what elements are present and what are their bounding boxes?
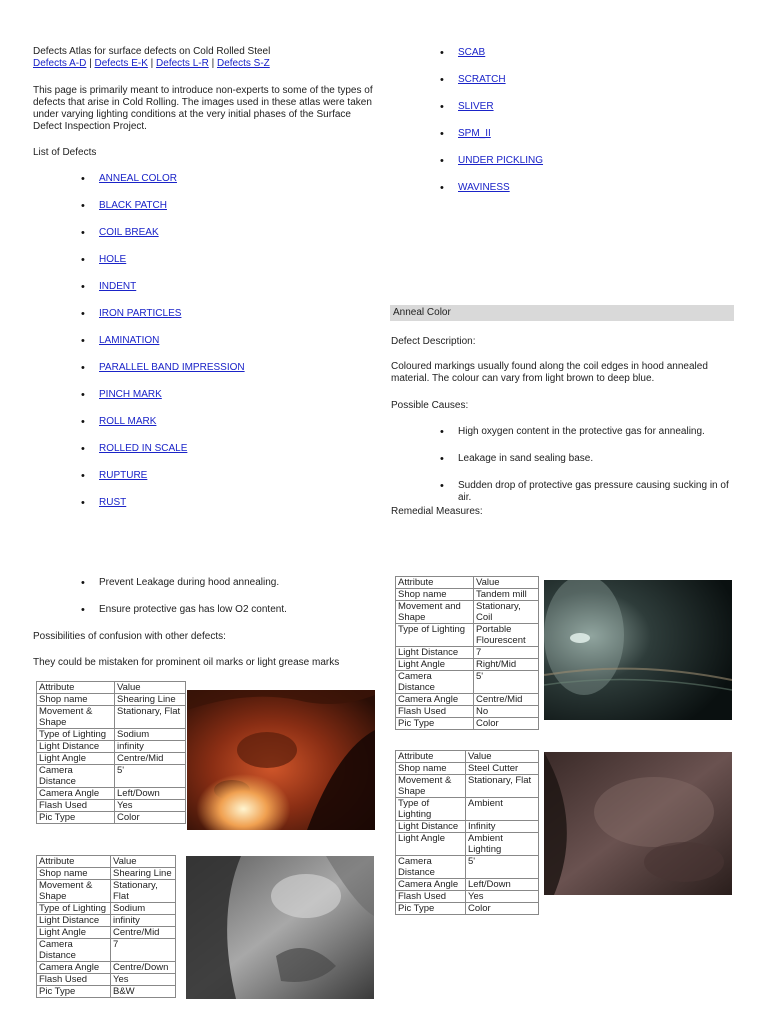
list-item <box>81 497 245 524</box>
table-cell: Camera Angle <box>396 879 466 891</box>
table-row <box>396 775 539 798</box>
table-cell: Centre/Mid <box>474 694 539 706</box>
table-row <box>37 962 176 974</box>
table-cell: Pic Type <box>396 718 474 730</box>
table-cell: Shop name <box>37 694 115 706</box>
defect-description-heading: Defect Description: <box>391 336 476 347</box>
defect-list-left <box>81 173 245 524</box>
table-cell: 5' <box>474 671 539 694</box>
table-cell: Ambient <box>466 798 539 821</box>
table-cell: Light Distance <box>396 821 466 833</box>
defect-link-under-pickling[interactable]: UNDER PICKLING <box>458 155 544 166</box>
table-cell: Value <box>474 577 539 589</box>
table-cell: Light Distance <box>37 915 111 927</box>
table-cell: Value <box>111 856 176 868</box>
possible-causes-list <box>440 426 740 507</box>
table-row <box>396 694 539 706</box>
table-cell: Tandem mill <box>474 589 539 601</box>
list-item <box>81 281 245 308</box>
table-cell: Flash Used <box>396 706 474 718</box>
table-cell: Camera Angle <box>37 962 111 974</box>
table-row <box>37 706 186 729</box>
list-item <box>81 200 245 227</box>
table-cell: Centre/Down <box>111 962 176 974</box>
list-item <box>81 470 245 497</box>
defect-link-rolled-in-scale[interactable]: ROLLED IN SCALE <box>99 443 188 454</box>
table-cell: Type of Lighting <box>396 798 466 821</box>
page-title: Defects Atlas for surface defects on Cold Rolled Steel <box>33 46 271 57</box>
table-cell: Portable Flourescent <box>474 624 539 647</box>
table-row <box>37 812 186 824</box>
table-row <box>37 694 186 706</box>
table-cell: 5' <box>115 765 186 788</box>
table-row <box>396 601 539 624</box>
table-cell: Light Angle <box>396 833 466 856</box>
table-cell: Steel Cutter <box>466 763 539 775</box>
table-cell: Centre/Mid <box>111 927 176 939</box>
table-cell: infinity <box>111 915 176 927</box>
nav-link-e-k[interactable]: Defects E-K <box>94 58 148 69</box>
table-cell: Right/Mid <box>474 659 539 671</box>
table-cell: Left/Down <box>115 788 186 800</box>
table-cell: Centre/Mid <box>115 753 186 765</box>
defect-link-rust[interactable]: RUST <box>99 497 127 508</box>
table-cell: Color <box>474 718 539 730</box>
table-cell: Light Distance <box>37 741 115 753</box>
table-cell: Infinity <box>466 821 539 833</box>
table-row <box>396 647 539 659</box>
nav-separator: | <box>208 58 217 69</box>
list-item <box>440 155 543 182</box>
table-cell: Pic Type <box>37 812 115 824</box>
table-cell: Camera Distance <box>37 765 115 788</box>
table-row <box>396 821 539 833</box>
list-item <box>81 362 245 389</box>
list-item <box>440 101 543 128</box>
table-row <box>396 798 539 821</box>
table-cell: Type of Lighting <box>37 903 111 915</box>
table-row <box>37 974 176 986</box>
table-cell: No <box>474 706 539 718</box>
table-row <box>396 577 539 589</box>
list-item: • High oxygen content in the protective gas for annealing. <box>440 426 740 453</box>
table-row <box>37 729 186 741</box>
list-item <box>81 335 245 362</box>
table-row <box>37 682 186 694</box>
defect-link-anneal-color[interactable]: ANNEAL COLOR <box>99 173 177 184</box>
table-cell: Flash Used <box>37 800 115 812</box>
list-item <box>81 227 245 254</box>
table-row <box>396 589 539 601</box>
table-row <box>396 763 539 775</box>
table-cell: 7 <box>474 647 539 659</box>
defect-link-roll-mark[interactable]: ROLL MARK <box>99 416 157 427</box>
table-row <box>396 624 539 647</box>
list-item <box>81 308 245 335</box>
list-item <box>81 389 245 416</box>
defect-list-heading: List of Defects <box>33 147 97 158</box>
table-cell: Attribute <box>37 682 115 694</box>
table-cell: Light Angle <box>37 927 111 939</box>
defect-link-iron-particles[interactable]: IRON PARTICLES <box>99 308 182 319</box>
table-row <box>37 788 186 800</box>
list-item <box>81 173 245 200</box>
list-item: • Ensure protective gas has low O2 content. <box>81 604 381 631</box>
table-row <box>37 765 186 788</box>
list-item <box>81 443 245 470</box>
table-cell: Flash Used <box>37 974 111 986</box>
table-row <box>396 659 539 671</box>
table-cell: 7 <box>111 939 176 962</box>
table-cell: Type of Lighting <box>396 624 474 647</box>
table-cell: Light Distance <box>396 647 474 659</box>
intro-paragraph: This page is primarily meant to introduce non-experts to some of the types of defects that arise in Cold Rolling. The images used in these atlas were taken under varying lighting conditions at the very initial phases of the Surface Defect Inspection Project. <box>33 85 373 132</box>
table-cell: Shearing Line <box>115 694 186 706</box>
table-row <box>37 856 176 868</box>
table-cell: Light Angle <box>37 753 115 765</box>
list-item: • Sudden drop of protective gas pressure causing sucking in of air. <box>440 480 740 507</box>
defect-photo-2 <box>186 856 374 999</box>
table-cell: Sodium <box>115 729 186 741</box>
page-header <box>33 46 393 70</box>
table-row <box>37 927 176 939</box>
table-cell: Value <box>466 751 539 763</box>
table-row <box>396 671 539 694</box>
defect-list-right <box>440 47 543 209</box>
table-cell: Stationary, Flat <box>115 706 186 729</box>
defect-link-scab[interactable]: SCAB <box>458 47 486 58</box>
table-row <box>396 718 539 730</box>
table-cell: Camera Angle <box>396 694 474 706</box>
defect-link-lamination[interactable]: LAMINATION <box>99 335 160 346</box>
list-item <box>440 74 543 101</box>
table-cell: Yes <box>111 974 176 986</box>
table-cell: Shop name <box>396 763 466 775</box>
table-row <box>37 753 186 765</box>
table-row <box>37 741 186 753</box>
table-row <box>37 903 176 915</box>
attribute-table-2 <box>36 855 176 998</box>
section-title-anneal-color: Anneal Color <box>390 305 734 321</box>
table-cell: Yes <box>466 891 539 903</box>
confusion-text: They could be mistaken for prominent oil marks or light grease marks <box>33 657 340 668</box>
defect-link-hole[interactable]: HOLE <box>99 254 127 265</box>
table-cell: Stationary, Coil <box>474 601 539 624</box>
defect-link-pinch-mark[interactable]: PINCH MARK <box>99 389 162 400</box>
table-cell: Ambient Lighting <box>466 833 539 856</box>
table-row <box>396 891 539 903</box>
list-item <box>440 128 543 155</box>
table-row <box>37 939 176 962</box>
table-cell: Type of Lighting <box>37 729 115 741</box>
table-cell: Left/Down <box>466 879 539 891</box>
remedial-measures-heading: Remedial Measures: <box>391 506 483 517</box>
list-item <box>440 182 543 209</box>
table-cell: 5' <box>466 856 539 879</box>
defect-link-spm-ii[interactable]: SPM_II <box>458 128 491 139</box>
table-cell: Flash Used <box>396 891 466 903</box>
nav-separator: | <box>147 58 157 69</box>
defect-link-rupture[interactable]: RUPTURE <box>99 470 148 481</box>
list-item: • Prevent Leakage during hood annealing. <box>81 577 381 604</box>
table-cell: Movement & Shape <box>396 775 466 798</box>
table-cell: Attribute <box>396 577 474 589</box>
table-cell: Color <box>115 812 186 824</box>
table-cell: Value <box>115 682 186 694</box>
table-row <box>37 800 186 812</box>
possible-causes-heading: Possible Causes: <box>391 400 469 411</box>
nav-link-a-d[interactable]: Defects A-D <box>33 58 87 69</box>
confusion-heading: Possibilities of confusion with other defects: <box>33 631 226 642</box>
table-row <box>396 751 539 763</box>
table-cell: B&W <box>111 986 176 998</box>
table-cell: Camera Angle <box>37 788 115 800</box>
table-cell: Stationary, Flat <box>466 775 539 798</box>
defect-photo-4 <box>544 752 732 895</box>
defect-link-coil-break[interactable]: COIL BREAK <box>99 227 159 238</box>
table-cell: Movement & Shape <box>37 706 115 729</box>
table-row <box>37 986 176 998</box>
table-row <box>396 903 539 915</box>
defect-link-black-patch[interactable]: BLACK PATCH <box>99 200 167 211</box>
nav-link-l-r[interactable]: Defects L-R <box>156 58 209 69</box>
table-cell: Shearing Line <box>111 868 176 880</box>
table-cell: Shop name <box>37 868 111 880</box>
table-row <box>396 856 539 879</box>
table-row <box>37 868 176 880</box>
defect-description-text: Coloured markings usually found along the coil edges in hood annealed material. The colour can vary from light brown to deep blue. <box>391 361 708 384</box>
defect-photo-3 <box>544 580 732 720</box>
list-item <box>440 47 543 74</box>
table-cell: Camera Distance <box>396 856 466 879</box>
table-cell: Movement & Shape <box>37 880 111 903</box>
table-cell: Attribute <box>37 856 111 868</box>
table-cell: Yes <box>115 800 186 812</box>
table-cell: Color <box>466 903 539 915</box>
list-item <box>81 416 245 443</box>
table-cell: Stationary, Flat <box>111 880 176 903</box>
defect-link-indent[interactable]: INDENT <box>99 281 137 292</box>
list-item <box>81 254 245 281</box>
table-cell: Attribute <box>396 751 466 763</box>
nav-separator: | <box>86 58 95 69</box>
table-cell: infinity <box>115 741 186 753</box>
defect-link-sliver[interactable]: SLIVER <box>458 101 494 112</box>
table-row <box>37 915 176 927</box>
attribute-table-4 <box>395 750 539 915</box>
defect-link-waviness[interactable]: WAVINESS <box>458 182 510 193</box>
nav-link-s-z[interactable]: Defects S-Z <box>216 58 270 69</box>
list-item: • Leakage in sand sealing base. <box>440 453 740 480</box>
defect-photo-1 <box>187 690 375 830</box>
table-row <box>396 706 539 718</box>
table-cell: Camera Distance <box>37 939 111 962</box>
attribute-table-1 <box>36 681 186 824</box>
table-row <box>396 833 539 856</box>
table-cell: Pic Type <box>396 903 466 915</box>
table-row <box>37 880 176 903</box>
defect-link-parallel-band[interactable]: PARALLEL BAND IMPRESSION <box>99 362 245 373</box>
table-cell: Movement and Shape <box>396 601 474 624</box>
table-cell: Sodium <box>111 903 176 915</box>
attribute-table-3 <box>395 576 539 730</box>
table-cell: Shop name <box>396 589 474 601</box>
table-cell: Pic Type <box>37 986 111 998</box>
table-cell: Light Angle <box>396 659 474 671</box>
table-cell: Camera Distance <box>396 671 474 694</box>
table-row <box>396 879 539 891</box>
remedial-measures-list <box>81 577 381 631</box>
defect-link-scratch[interactable]: SCRATCH <box>458 74 506 85</box>
nav-links <box>33 58 393 70</box>
